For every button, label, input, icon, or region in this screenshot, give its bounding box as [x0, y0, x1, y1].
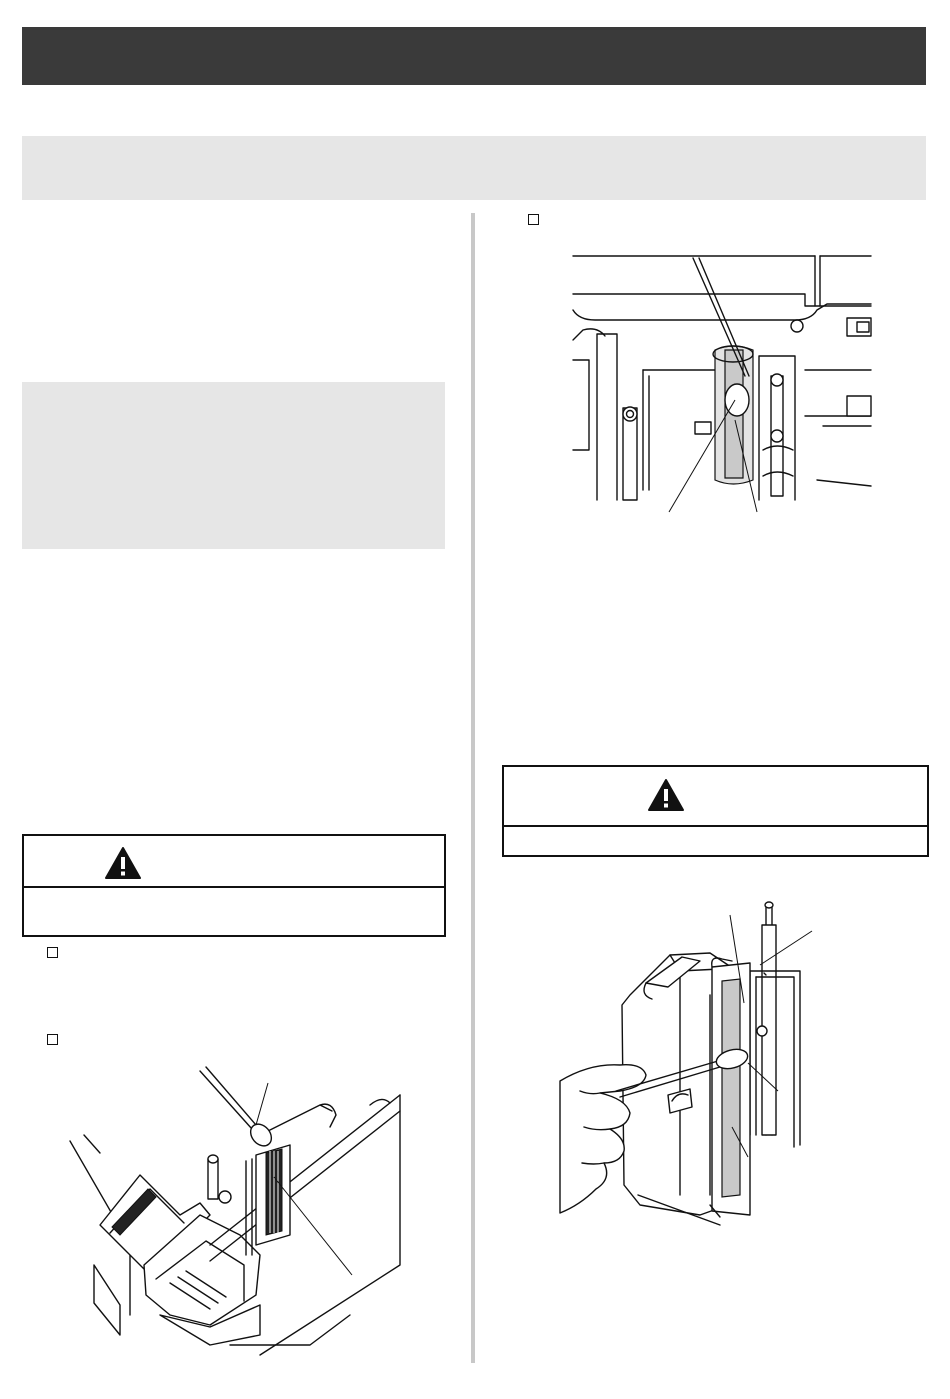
- warning-box-right: [502, 765, 929, 857]
- checkbox-icon[interactable]: [528, 214, 539, 225]
- warning-triangle-icon: [104, 846, 142, 880]
- warning-box-left: [22, 834, 446, 937]
- checkbox-icon[interactable]: [47, 1034, 58, 1045]
- illustration-print-head-cleaning: [60, 1065, 410, 1365]
- column-divider: [471, 213, 475, 1363]
- warning-triangle-icon: [647, 778, 685, 812]
- checkbox-icon[interactable]: [47, 947, 58, 958]
- illustration-roller-closeup: [565, 250, 875, 520]
- note-box: [22, 382, 445, 549]
- page-header-bar: [22, 27, 926, 85]
- warning-header: [24, 836, 444, 888]
- section-heading-band: [22, 136, 926, 200]
- warning-header: [504, 767, 927, 827]
- illustration-hand-cleaning-swab: [560, 895, 820, 1230]
